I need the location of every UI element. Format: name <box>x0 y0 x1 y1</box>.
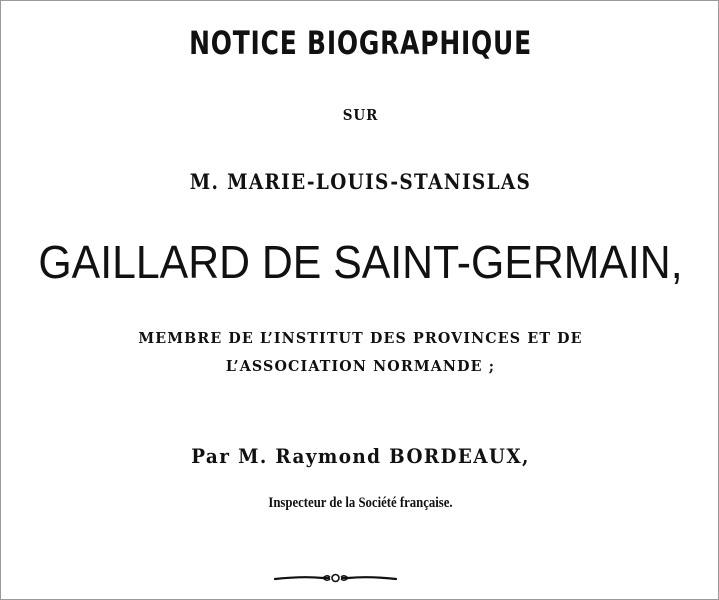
rule-ornament-icon <box>273 571 398 585</box>
preposition-sur: SUR <box>342 106 379 124</box>
membership-line-2: L’ASSOCIATION NORMANDE ; <box>225 357 496 375</box>
subject-given-names: M. MARIE-LOUIS-STANISLAS <box>189 169 532 194</box>
membership-line-1: MEMBRE DE L’INSTITUT DES PROVINCES ET DE <box>138 329 583 347</box>
document-title: NOTICE BIOGRAPHIQUE <box>189 24 532 62</box>
author-role: Inspecteur de la Société française. <box>268 495 453 511</box>
subject-surname: GAILLARD DE SAINT-GERMAIN, <box>38 236 683 288</box>
author-line: Par M. Raymond BORDEAUX, <box>191 444 530 468</box>
